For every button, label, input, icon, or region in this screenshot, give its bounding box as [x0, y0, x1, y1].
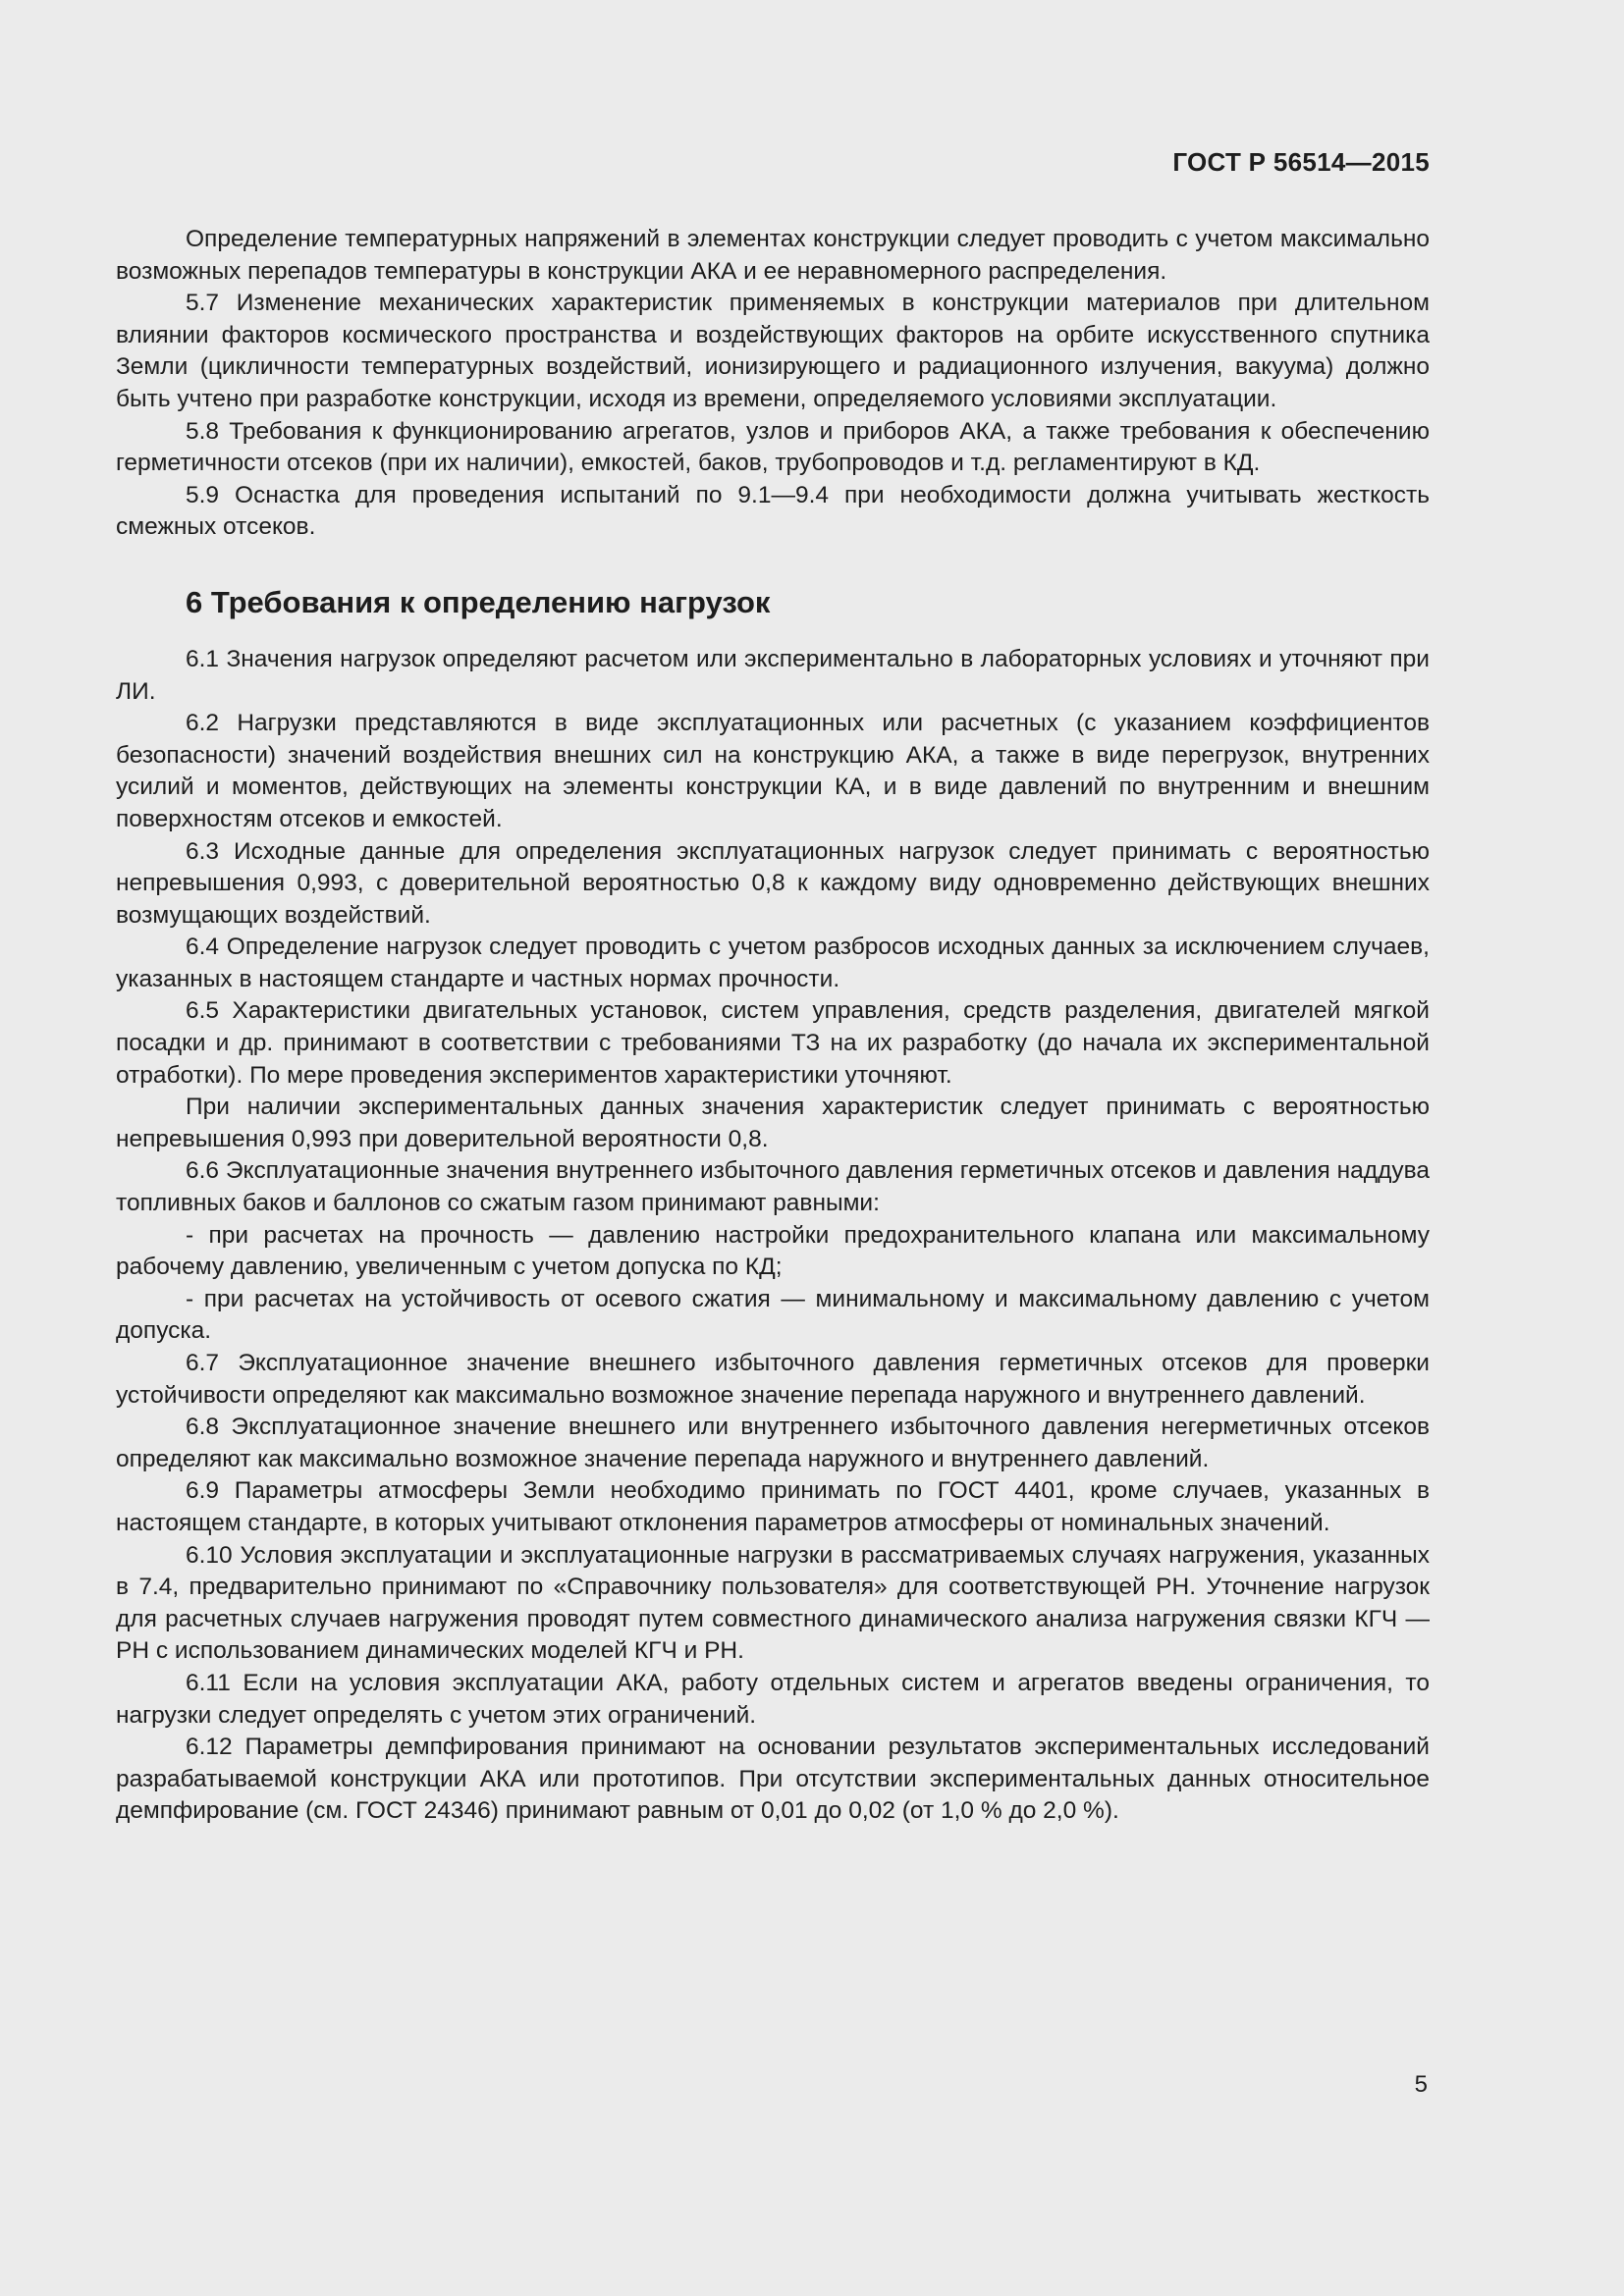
- paragraph-6-5-note: При наличии экспериментальных данных значения характеристик следует принимать с вероятностью непревышения 0,993 при доверительной вероятности 0,8.: [116, 1094, 1430, 1152]
- page-number: 5: [1414, 2071, 1428, 2098]
- paragraph-6-9: 6.9 Параметры атмосферы Земли необходимо принимать по ГОСТ 4401, кроме случаев, указанных в настоящем стандарте, в которых учитывают отклонения параметров атмосферы от номинальных значений.: [116, 1477, 1430, 1536]
- paragraph-6-3: 6.3 Исходные данные для определения эксплуатационных нагрузок следует принимать с вероятностью непревышения 0,993, с доверительной вероятностью 0,8 к каждому виду одновременно действующих внешних возмущающих воздействий.: [116, 837, 1430, 929]
- document-code-header: ГОСТ Р 56514—2015: [1172, 147, 1430, 177]
- paragraph-6-6-item-strength: - при расчетах на прочность — давлению настройки предохранительного клапана или максимальному рабочему давлению, увеличенным с учетом допуска по КД;: [116, 1221, 1430, 1281]
- paragraph-6-4: 6.4 Определение нагрузок следует проводить с учетом разбросов исходных данных за исключением случаев, указанных в настоящем стандарте и частных нормах прочности.: [116, 934, 1430, 992]
- paragraph-5-9: 5.9 Оснастка для проведения испытаний по 9.1—9.4 при необходимости должна учитывать жесткость смежных отсеков.: [116, 481, 1430, 541]
- paragraph-6-6: 6.6 Эксплуатационные значения внутреннего избыточного давления герметичных отсеков и давления наддува топливных баков и баллонов со сжатым газом принимают равными:: [116, 1157, 1430, 1217]
- document-body: [116, 224, 1430, 1828]
- paragraph-5-8: 5.8 Требования к функционированию агрегатов, узлов и приборов АКА, а также требования к обеспечению герметичности отсеков (при их наличии), емкостей, баков, трубопроводов и т.д. регламентируют в КД.: [116, 417, 1430, 477]
- paragraph-6-5: 6.5 Характеристики двигательных установок, систем управления, средств разделения, двигателей мягкой посадки и др. принимают в соответствии с требованиями ТЗ на их разработку (до начала их экспериментальной отработки). По мере проведения экспериментов характеристики уточняют.: [116, 997, 1430, 1089]
- paragraph-6-7: 6.7 Эксплуатационное значение внешнего избыточного давления герметичных отсеков для проверки устойчивости определяют как максимально возможное значение перепада наружного и внутреннего давлений.: [116, 1350, 1430, 1409]
- paragraph-6-10: 6.10 Условия эксплуатации и эксплуатационные нагрузки в рассматриваемых случаях нагружения, указанных в 7.4, предварительно принимают по «Справочнику пользователя» для соответствующей РН. Уточнение нагрузок для расчетных случаев нагружения проводят путем совместного динамического анализа нагружения связки КГЧ — РН с использованием динамических моделей КГЧ и РН.: [116, 1541, 1430, 1665]
- paragraph-6-12: 6.12 Параметры демпфирования принимают на основании результатов экспериментальных исследований разрабатываемой конструкции АКА или прототипов. При отсутствии экспериментальных данных относительное демпфирование (см. ГОСТ 24346) принимают равным от 0,01 до 0,02 (от 1,0 % до 2,0 %).: [116, 1734, 1430, 1825]
- section-6-heading: 6 Требования к определению нагрузок: [186, 584, 771, 619]
- paragraph-6-1: 6.1 Значения нагрузок определяют расчетом или экспериментально в лабораторных условиях и уточняют при ЛИ.: [116, 645, 1430, 705]
- paragraph-6-2: 6.2 Нагрузки представляются в виде эксплуатационных или расчетных (с указанием коэффициентов безопасности) значений воздействия внешних сил на конструкцию АКА, а также в виде перегрузок, внутренних усилий и моментов, действующих на элементы конструкции КА, и в виде давлений по внутренним и внешним поверхностям отсеков и емкостей.: [116, 710, 1430, 832]
- paragraph-5-7: 5.7 Изменение механических характеристик применяемых в конструкции материалов при длительном влиянии факторов космического пространства и воздействующих факторов на орбите искусственного спутника Земли (цикличности температурных воздействий, ионизирующего и радиационного излучения, вакуума) должно быть учтено при разработке конструкции, исходя из времени, определяемого условиями эксплуатации.: [116, 290, 1430, 412]
- paragraph-6-8: 6.8 Эксплуатационное значение внешнего или внутреннего избыточного давления негерметичных отсеков определяют как максимально возможное значение перепада наружного и внутреннего давлений.: [116, 1414, 1430, 1472]
- paragraph-6-11: 6.11 Если на условия эксплуатации АКА, работу отдельных систем и агрегатов введены ограничения, то нагрузки следует определять с учетом этих ограничений.: [116, 1669, 1430, 1729]
- paragraph-5-6-continuation: Определение температурных напряжений в элементах конструкции следует проводить с учетом максимально возможных перепадов температуры в конструкции АКА и ее неравномерного распределения.: [116, 226, 1430, 285]
- paragraph-6-6-item-stability: - при расчетах на устойчивость от осевого сжатия — минимальному и максимальному давлению с учетом допуска.: [116, 1285, 1430, 1345]
